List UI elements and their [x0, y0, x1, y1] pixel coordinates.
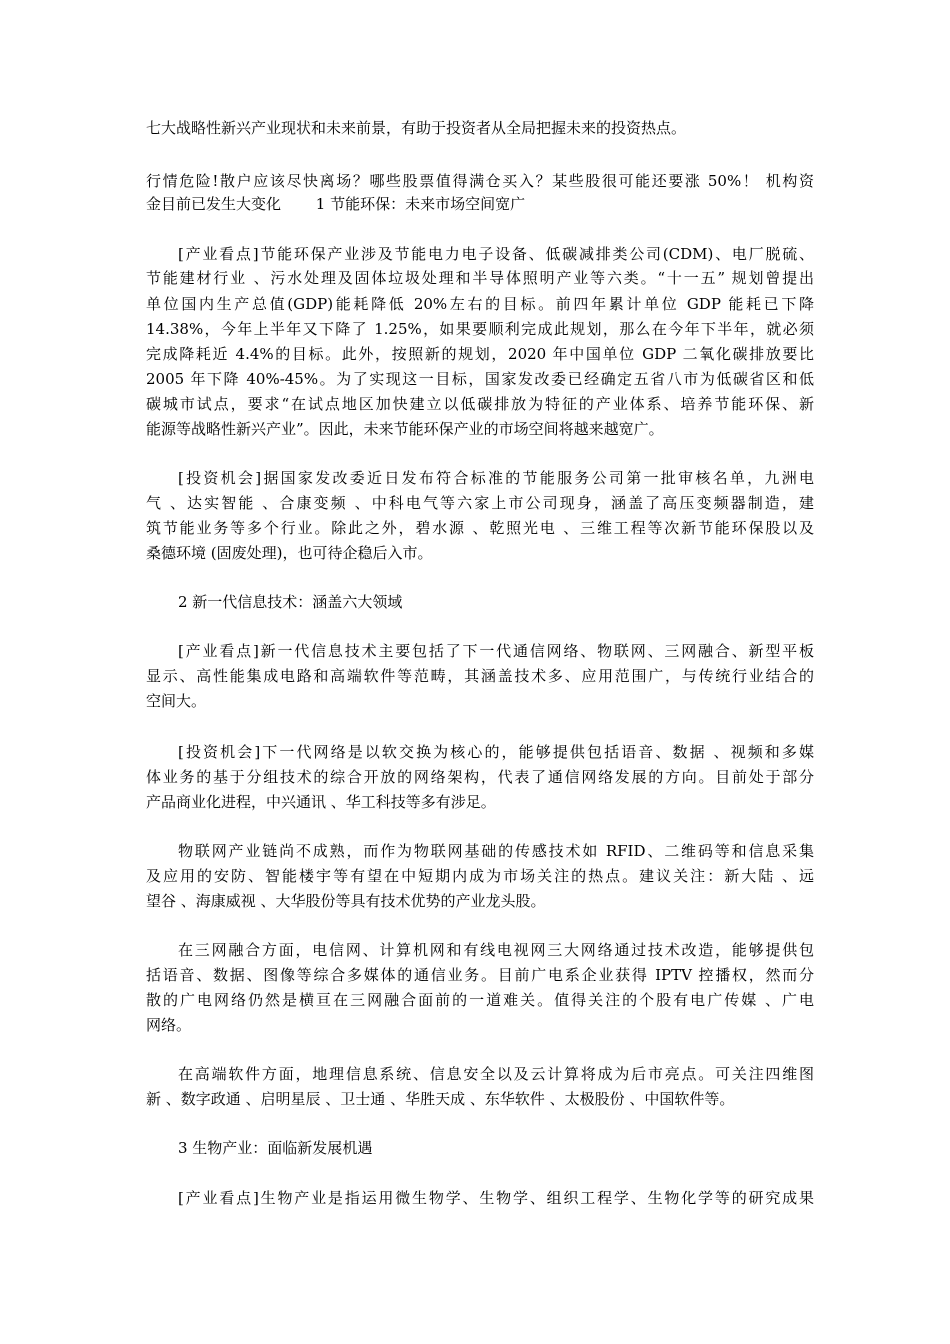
- text-line: [产业看点]新一代信息技术主要包括了下一代通信网络、物联网、三网融合、新型平板: [178, 642, 814, 660]
- text-line: 能源等战略性新兴产业”。因此，未来节能环保产业的市场空间将越来越宽广。: [146, 420, 664, 438]
- text-line: 散的广电网络仍然是横亘在三网融合面前的一道难关。值得关注的个股有电广传媒 、广电: [146, 991, 814, 1009]
- section-heading: 2 新一代信息技术：涵盖六大领域: [178, 593, 403, 611]
- text-line: 桑德环境 (固废处理)，也可待企稳后入市。: [146, 544, 433, 562]
- text-line: 新 、数字政通 、启明星辰 、卫士通 、华胜天成 、东华软件 、太极股份 、中国软件等。: [146, 1090, 735, 1108]
- text-line: 及应用的安防、智能楼宇等有望在中短期内成为市场关注的热点。建议关注：新大陆 、远: [146, 867, 814, 885]
- text-line: 显示、高性能集成电路和高端软件等范畴，其涵盖技术多、应用范围广，与传统行业结合的: [146, 667, 814, 685]
- text-line: 气 、达实智能 、合康变频 、中科电气等六家上市公司现身，涵盖了高压变频器制造，建: [146, 494, 814, 512]
- text-line: 金目前已发生大变化 1 节能环保：未来市场空间宽广: [146, 195, 526, 213]
- text-line: 体业务的基于分组技术的综合开放的网络架构，代表了通信网络发展的方向。目前处于部分: [146, 768, 814, 786]
- text-line: [投资机会]据国家发改委近日发布符合标准的节能服务公司第一批审核名单，九洲电: [178, 469, 814, 487]
- text-line: 网络。: [146, 1016, 192, 1034]
- text-line: [投资机会]下一代网络是以软交换为核心的，能够提供包括语音、数据 、视频和多媒: [178, 743, 814, 761]
- text-line: 碳城市试点，要求“在试点地区加快建立以低碳排放为特征的产业体系、培养节能环保、新: [146, 395, 814, 413]
- text-line: [产业看点]节能环保产业涉及节能电力电子设备、低碳减排类公司(CDM)、电厂脱硫、: [178, 245, 814, 263]
- text-line: 完成降耗近 4.4%的目标。此外，按照新的规划，2020 年中国单位 GDP 二氧化碳排放要比: [146, 345, 814, 363]
- text-line: 单位国内生产总值(GDP)能耗降低 20%左右的目标。前四年累计单位 GDP 能耗已下降: [146, 295, 814, 313]
- text-line: 在三网融合方面，电信网、计算机网和有线电视网三大网络通过技术改造，能够提供包: [178, 941, 814, 959]
- text-line: 筑节能业务等多个行业。除此之外，碧水源 、乾照光电 、三维工程等次新节能环保股以及: [146, 519, 814, 537]
- text-line: 2005 年下降 40%-45%。为了实现这一目标，国家发改委已经确定五省八市为低碳省区和低: [146, 370, 814, 388]
- text-line: 望谷 、海康威视 、大华股份等具有技术优势的产业龙头股。: [146, 892, 546, 910]
- section-heading: 3 生物产业：面临新发展机遇: [178, 1139, 373, 1157]
- text-line: 产品商业化进程，中兴通讯 、华工科技等多有涉足。: [146, 793, 496, 811]
- text-line: 括语音、数据、图像等综合多媒体的通信业务。目前广电系企业获得 IPTV 控播权，然而分: [146, 966, 814, 984]
- text-line: 行情危险!散户应该尽快离场？哪些股票值得满仓买入？某些股很可能还要涨 50%！ 机构资: [146, 172, 814, 190]
- text-line: 七大战略性新兴产业现状和未来前景，有助于投资者从全局把握未来的投资热点。: [146, 119, 687, 137]
- text-line: [产业看点]生物产业是指运用微生物学、生物学、组织工程学、生物化学等的研究成果: [178, 1189, 814, 1207]
- text-line: 节能建材行业 、污水处理及固体垃圾处理和半导体照明产业等六类。“十一五” 规划曾提出: [146, 269, 814, 287]
- text-line: 14.38%，今年上半年又下降了 1.25%，如果要顺利完成此规划，那么在今年下半年，就必须: [146, 320, 814, 338]
- text-line: 空间大。: [146, 692, 207, 710]
- text-line: 物联网产业链尚不成熟，而作为物联网基础的传感技术如 RFID、二维码等和信息采集: [178, 842, 814, 860]
- text-line: 在高端软件方面，地理信息系统、信息安全以及云计算将成为后市亮点。可关注四维图: [178, 1065, 814, 1083]
